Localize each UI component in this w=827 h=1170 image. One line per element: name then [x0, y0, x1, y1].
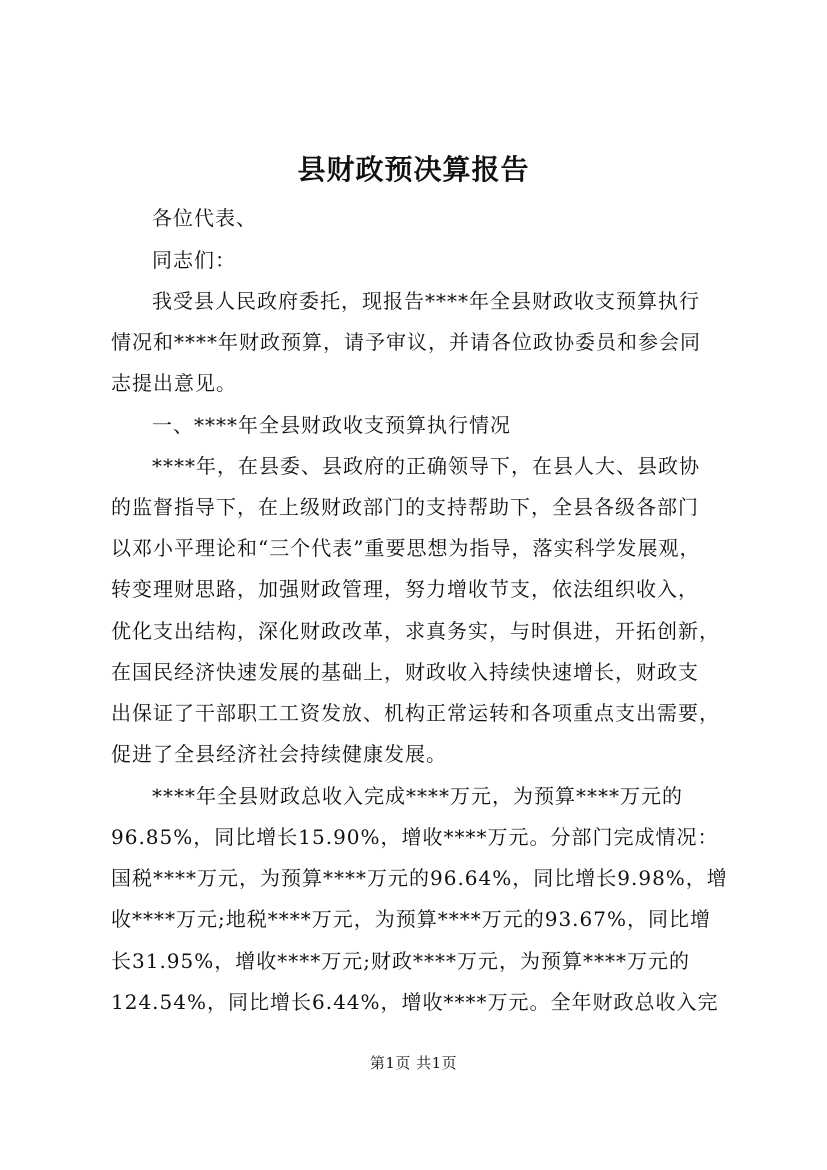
body-line: 以邓小平理论和“三个代表”重要思想为指导，落实科学发展观， — [111, 536, 701, 560]
salutation-line-1: 各位代表、 — [152, 206, 257, 230]
body-line: 的监督指导下，在上级财政部门的支持帮助下，全县各级各部门 — [111, 495, 699, 519]
body-line: 促进了全县经济社会持续健康发展。 — [111, 742, 447, 766]
body-line: 志提出意见。 — [111, 371, 237, 395]
body-line: ****年，在县委、县政府的正确领导下，在县人大、县政协 — [152, 454, 700, 478]
body-line: 96.85%，同比增长15.90%，增收****万元。分部门完成情况： — [111, 825, 719, 849]
document-title: 县财政预决算报告 — [297, 153, 530, 186]
body-line: ****年全县财政总收入完成****万元，为预算****万元的 — [152, 784, 683, 808]
body-line: 出保证了干部职工工资发放、机构正常运转和各项重点支出需要， — [111, 701, 720, 725]
body-line: 在国民经济快速发展的基础上，财政收入持续快速增长，财政支 — [111, 660, 699, 684]
section-heading: 一、****年全县财政收支预算执行情况 — [152, 413, 511, 437]
body-line: 124.54%，同比增长6.44%，增收****万元。全年财政总收入完 — [111, 990, 719, 1014]
body-line: 国税****万元，为预算****万元的96.64%，同比增长9.98%，增 — [111, 866, 728, 890]
body-line: 转变理财思路，加强财政管理，努力增收节支，依法组织收入， — [111, 577, 699, 601]
salutation-line-2: 同志们： — [152, 248, 236, 272]
body-line: 优化支出结构，深化财政改革，求真务实，与时俱进，开拓创新， — [111, 619, 720, 643]
body-line: 情况和****年财政预算，请予审议，并请各位政协委员和参会同 — [111, 330, 701, 354]
body-line: 我受县人民政府委托，现报告****年全县财政收支预算执行 — [152, 289, 700, 313]
page-footer: 第1页 共1页 — [369, 1054, 458, 1072]
body-line: 收****万元;地税****万元，为预算****万元的93.67%，同比增 — [111, 907, 711, 931]
body-line: 长31.95%，增收****万元;财政****万元，为预算****万元的 — [111, 949, 690, 973]
